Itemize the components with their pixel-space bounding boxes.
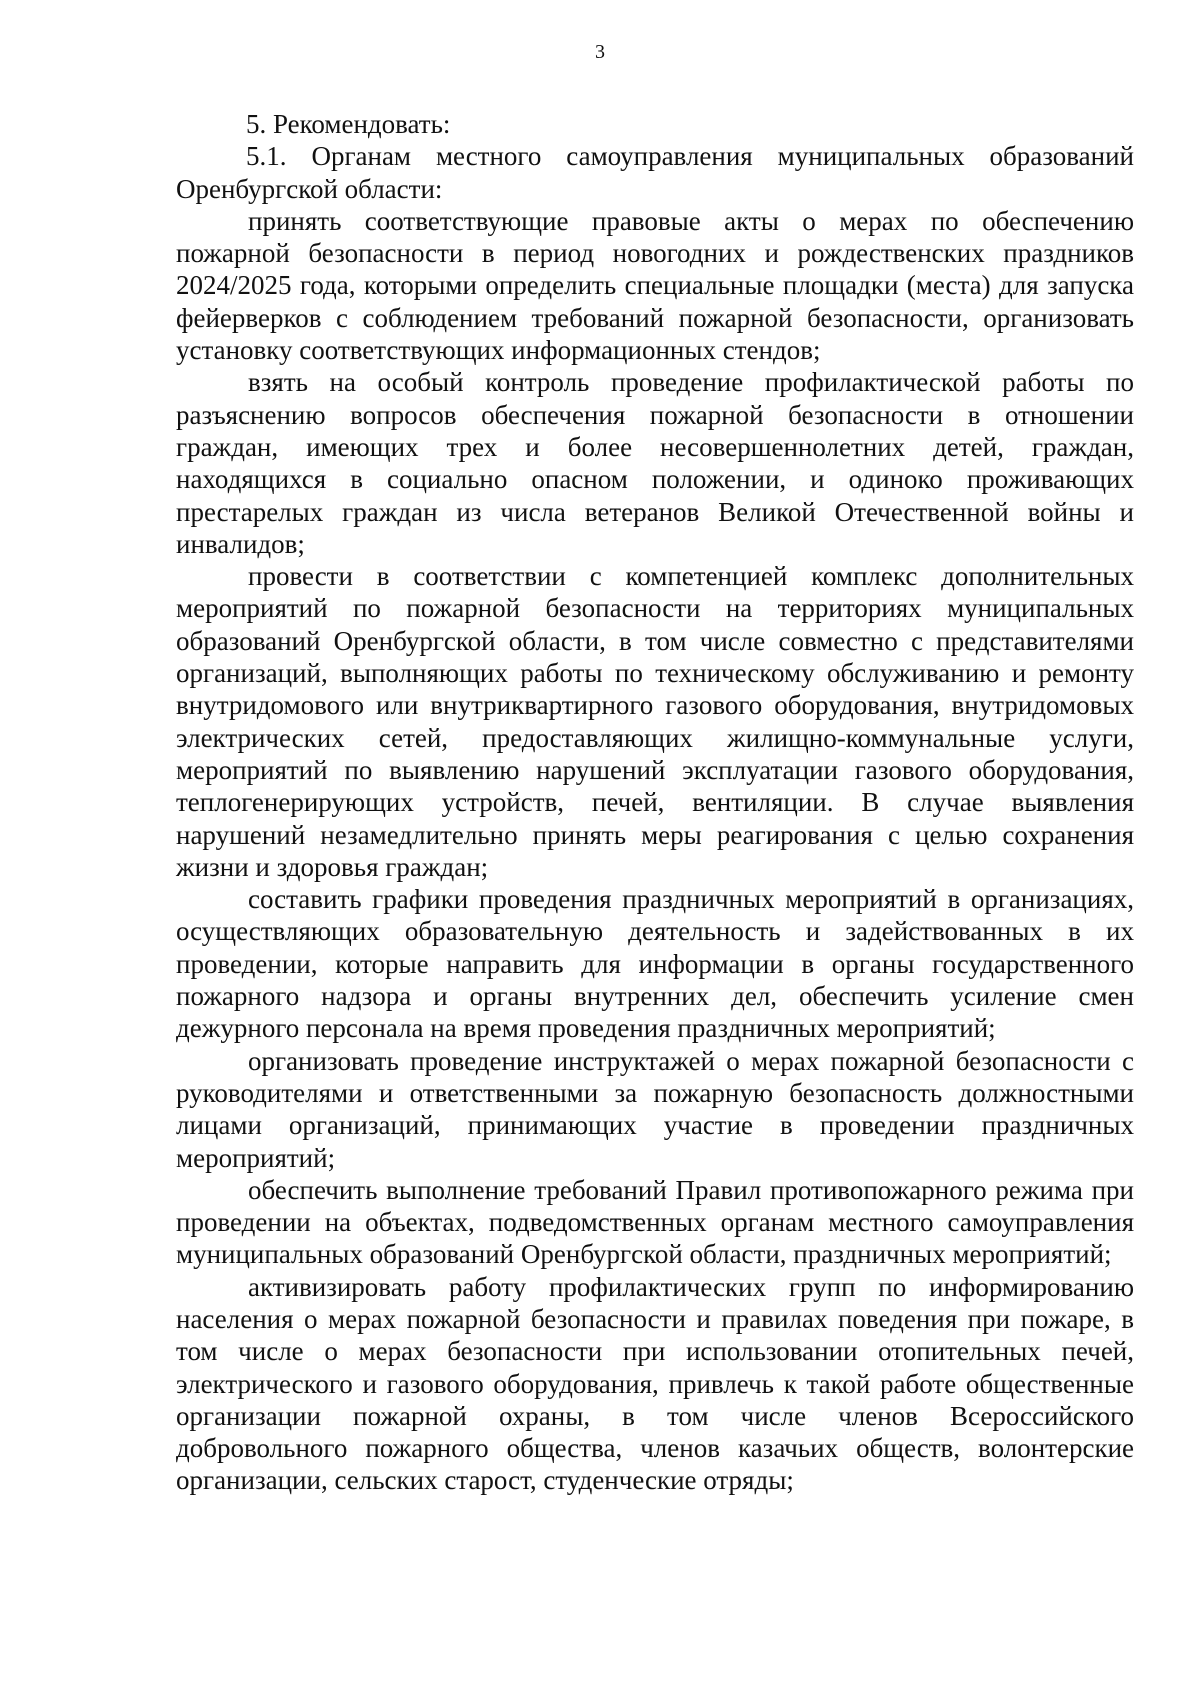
- subsection-heading: 5.1. Органам местного самоуправления муниципальных образований Оренбургской области:: [176, 141, 1134, 204]
- paragraph-briefings: организовать проведение инструктажей о мерах пожарной безопасности с руководителями и ответственными за пожарную безопасность должностными лицами организаций, принимающих участие в проведении праздничных мероприятий;: [176, 1045, 1134, 1173]
- paragraph-prevention-groups: активизировать работу профилактических групп по информированию населения о мерах пожарной безопасности и правилах поведения при пожаре, в том числе о мерах безопасности при использовании отопительных печей, электрического и газового оборудования, привлечь к такой работе общественные организации пожарной охраны, в том числе членов Всероссийского добровольного пожарного общества, членов казачьих обществ, волонтерские организации, сельских старост, студенческие отряды;: [176, 1271, 1134, 1496]
- paragraph-legal-acts: принять соответствующие правовые акты о мерах по обеспечению пожарной безопасности в период новогодних и рождественских праздников 2024/2025 года, которыми определить специальные площадки (места) для запуска фейерверков с соблюдением требований пожарной безопасности, организовать установку соответствующих информационных стендов;: [176, 205, 1134, 366]
- paragraph-special-control: взять на особый контроль проведение профилактической работы по разъяснению вопросов обеспечения пожарной безопасности в отношении граждан, имеющих трех и более несовершеннолетних детей, граждан, находящихся в социально опасном положении, и одиноко проживающих престарелых граждан из числа ветеранов Великой Отечественной войны и инвалидов;: [176, 367, 1134, 559]
- paragraph-fire-regime: обеспечить выполнение требований Правил противопожарного режима при проведении на объектах, подведомственных органам местного самоуправления муниципальных образований Оренбургской области, праздничных мероприятий;: [176, 1174, 1134, 1270]
- paragraph-additional-measures: провести в соответствии с компетенцией комплекс дополнительных мероприятий по пожарной безопасности на территориях муниципальных образований Оренбургской области, в том числе совместно с представителями организаций, выполняющих работы по техническому обслуживанию и ремонту внутридомового или внутриквартирного газового оборудования, внутридомовых электрических сетей, предоставляющих жилищно-коммунальные услуги, мероприятий по выявлению нарушений эксплуатации газового оборудования, теплогенерирующих устройств, печей, вентиляции. В случае выявления нарушений незамедлительно принять меры реагирования с целью сохранения жизни и здоровья граждан;: [176, 561, 1134, 882]
- document-body: [176, 108, 1134, 1497]
- page-number: 3: [595, 41, 605, 63]
- paragraph-event-schedules: составить графики проведения праздничных мероприятий в организациях, осуществляющих образовательную деятельность и задействованных в их проведении, которые направить для информации в органы государственного пожарного надзора и органы внутренних дел, обеспечить усиление смен дежурного персонала на время проведения праздничных мероприятий;: [176, 884, 1134, 1044]
- section-heading: 5. Рекомендовать:: [246, 109, 451, 139]
